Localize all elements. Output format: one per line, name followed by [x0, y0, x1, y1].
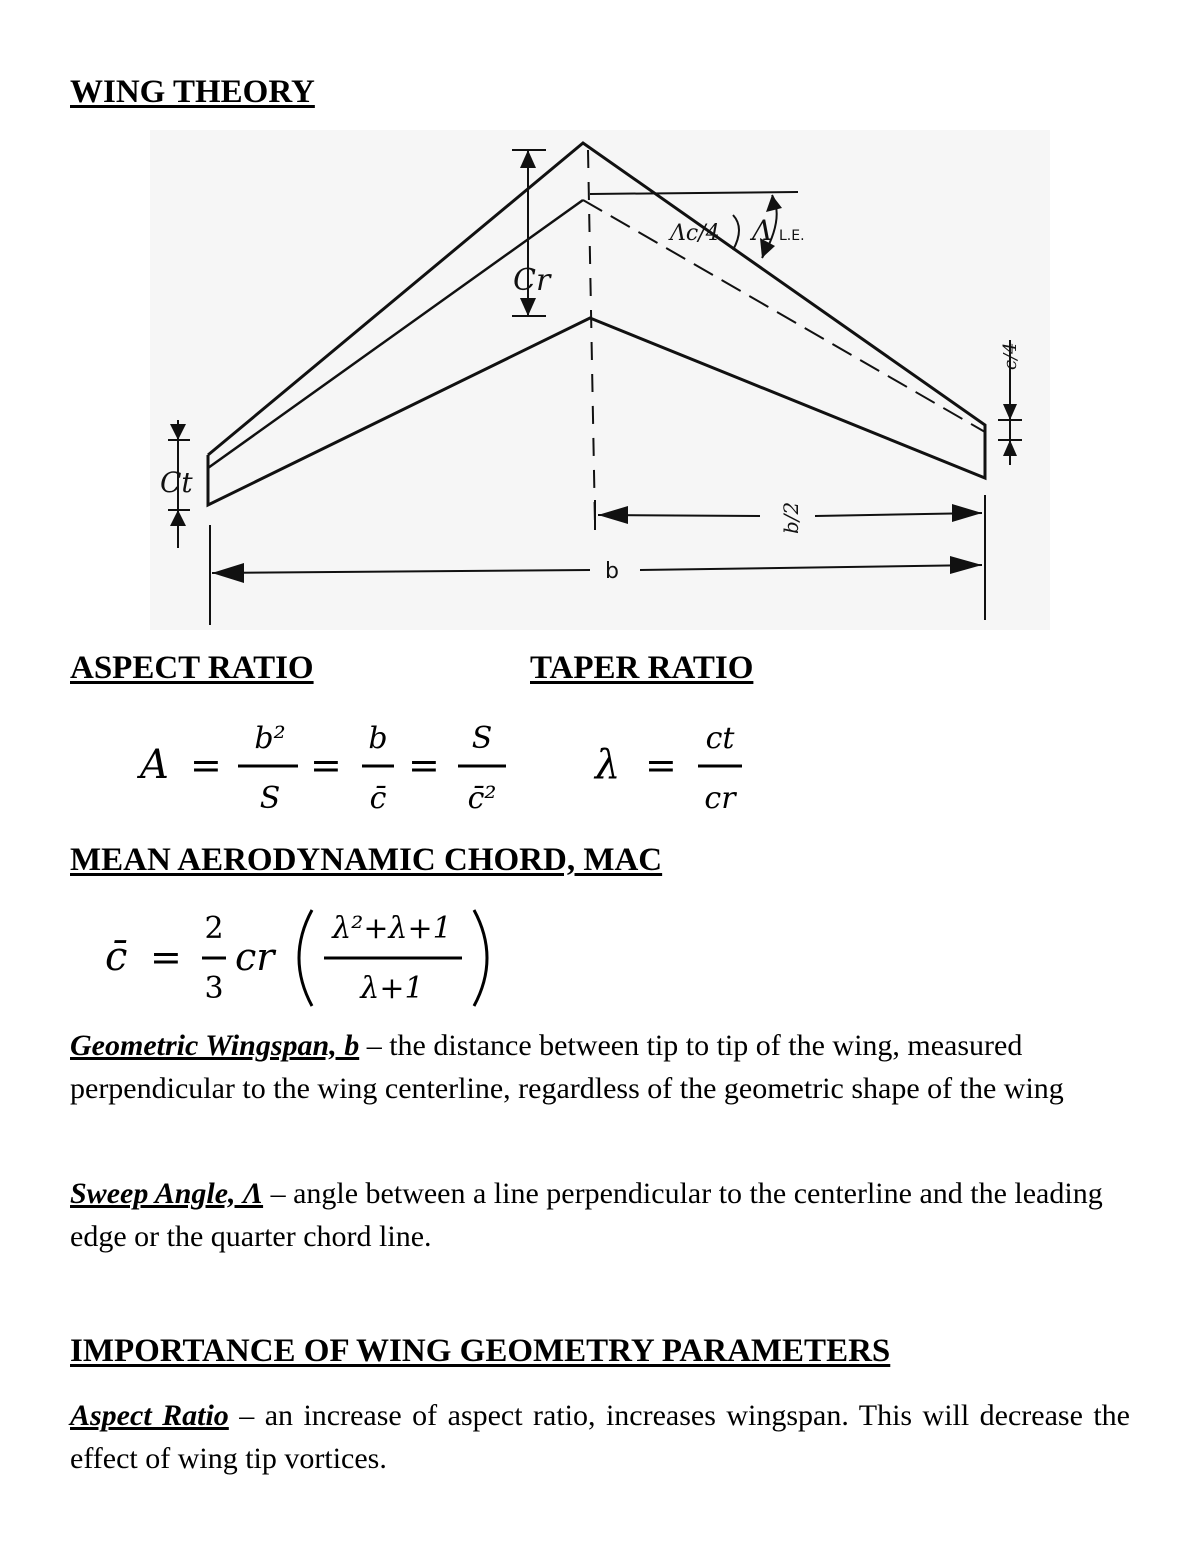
- taper-numerator: ct: [705, 721, 735, 756]
- aspect-t1-numerator: b²: [254, 721, 286, 756]
- le-label: L.E.: [779, 228, 805, 244]
- definition-text: – angle between a line perpendicular to the centerline and the leading edge or the quarter chord line.: [70, 1177, 1103, 1253]
- half-span-label: b/2: [779, 501, 803, 534]
- equals-sign: =: [310, 743, 342, 787]
- le-sweep-label: Λ: [752, 214, 773, 247]
- aspect-ratio-lhs: A: [140, 742, 169, 788]
- aspect-t3-numerator: S: [471, 721, 493, 756]
- importance-aspect-ratio: [70, 1394, 1130, 1480]
- quarter-chord-right-label: c/4: [1000, 342, 1021, 370]
- equals-sign: =: [645, 743, 677, 787]
- aspect-t2-numerator: b: [368, 721, 388, 756]
- aspect-ratio-heading: ASPECT RATIO: [70, 650, 314, 686]
- taper-ratio-lhs: λ: [595, 742, 621, 788]
- span-label: b: [605, 559, 619, 584]
- importance-term: Aspect Ratio: [70, 1399, 229, 1432]
- mac-lhs: c̄: [105, 934, 128, 980]
- taper-ratio-formula: [590, 710, 790, 820]
- tip-chord-label: Ct: [160, 466, 193, 499]
- wing-planform-diagram: [150, 130, 1050, 630]
- definition-sweep-angle: [70, 1172, 1130, 1258]
- taper-ratio-heading: TAPER RATIO: [530, 650, 754, 686]
- definition-wingspan: [70, 1024, 1130, 1110]
- aspect-t3-denominator: c̄²: [467, 781, 497, 816]
- aspect-t2-denominator: c̄: [369, 781, 387, 816]
- equals-sign: =: [190, 743, 222, 787]
- mac-heading: MEAN AERODYNAMIC CHORD, MAC: [70, 842, 663, 878]
- definition-term: Geometric Wingspan, b: [70, 1029, 360, 1062]
- mac-fraction-numerator: 2: [204, 911, 224, 946]
- equals-sign: =: [150, 935, 182, 979]
- mac-formula: [100, 900, 520, 1010]
- quarter-chord-sweep-label: Λc/4: [670, 221, 720, 246]
- root-chord-label: Cr: [513, 263, 551, 298]
- mac-paren-denominator: λ+1: [360, 971, 424, 1006]
- aspect-t1-denominator: S: [259, 781, 281, 816]
- importance-text: – an increase of aspect ratio, increases wingspan. This will decrease the effect of wing tip vortices.: [70, 1399, 1131, 1475]
- page-title: WING THEORY: [70, 74, 315, 110]
- importance-heading: IMPORTANCE OF WING GEOMETRY PARAMETERS: [70, 1333, 891, 1369]
- definition-term: Sweep Angle, Λ: [70, 1177, 264, 1210]
- mac-fraction-denominator: 3: [204, 971, 224, 1006]
- mac-paren-numerator: λ²+λ+1: [332, 911, 452, 946]
- taper-denominator: cr: [704, 781, 736, 816]
- diagram-background: [150, 130, 1050, 630]
- definition-text: – the distance between tip to tip of the wing, measured perpendicular to the wing centerline, regardless of the geometric shape of the wing: [70, 1029, 1064, 1105]
- mac-cr: cr: [235, 935, 275, 979]
- equals-sign: =: [408, 743, 440, 787]
- aspect-ratio-formula: [130, 710, 530, 820]
